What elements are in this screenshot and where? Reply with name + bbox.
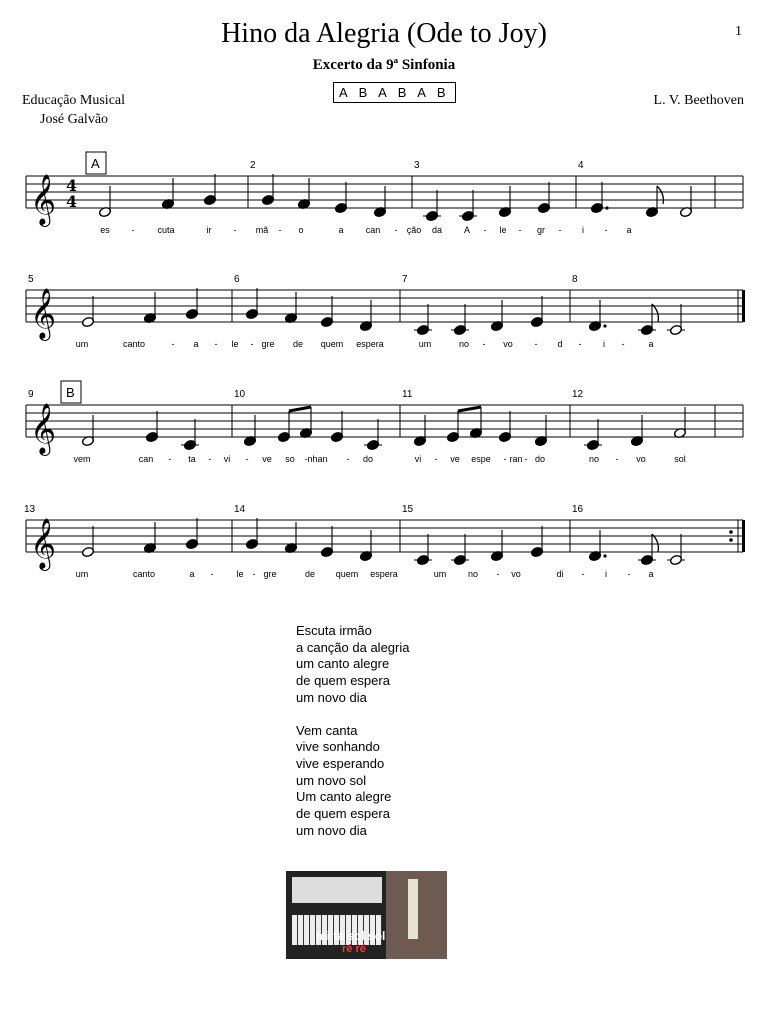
lyric-syllable: um bbox=[75, 339, 89, 349]
lyric-syllable: no bbox=[458, 339, 470, 349]
lyric-syllable: - bbox=[171, 339, 175, 349]
lyric-syllable: um bbox=[418, 339, 432, 349]
lyric-syllable: - bbox=[524, 454, 528, 464]
lyric-syllable: a bbox=[626, 225, 632, 235]
measure-number: 3 bbox=[414, 160, 420, 171]
lyric-line: de quem espera bbox=[296, 673, 390, 689]
lyric-line: vive sonhando bbox=[296, 739, 380, 755]
lyric-syllable: - bbox=[434, 454, 438, 464]
lyric-syllable: gre bbox=[263, 569, 277, 579]
lyric-syllable: - bbox=[346, 454, 350, 464]
treble-clef-icon: 𝄞 bbox=[30, 288, 57, 339]
measure-number: 12 bbox=[572, 389, 584, 400]
augmentation-dot bbox=[605, 206, 608, 209]
lyric-syllable: A bbox=[463, 225, 471, 235]
lyric-syllable: i bbox=[605, 569, 607, 579]
lyric-syllable: - bbox=[214, 339, 218, 349]
measure-number: 6 bbox=[234, 274, 240, 285]
measure-number: 16 bbox=[572, 504, 584, 515]
lyric-syllable: - bbox=[581, 569, 585, 579]
lyric-syllable: - bbox=[210, 569, 214, 579]
measure-number: 10 bbox=[234, 389, 246, 400]
rehearsal-mark: B bbox=[66, 385, 75, 400]
lyric-syllable: ve bbox=[450, 454, 460, 464]
lyric-syllable: vo bbox=[503, 339, 513, 349]
lyric-syllable: i bbox=[582, 225, 584, 235]
lyric-syllable: di bbox=[556, 569, 564, 579]
lyric-syllable: - bbox=[483, 225, 487, 235]
lyric-syllable: ve bbox=[262, 454, 272, 464]
repeat-dot bbox=[729, 538, 733, 542]
lyric-syllable: - bbox=[534, 339, 538, 349]
lyric-syllable: i bbox=[603, 339, 605, 349]
note-caption-top: mi fá sol sol bbox=[316, 929, 386, 943]
lyric-syllable: - bbox=[252, 569, 256, 579]
lyric-syllable: espera bbox=[370, 569, 398, 579]
lyric-syllable: um bbox=[75, 569, 89, 579]
lyric-syllable: da bbox=[431, 225, 443, 235]
lyric-syllable: gre bbox=[261, 339, 275, 349]
lyric-syllable: - bbox=[233, 225, 237, 235]
lyric-line: um novo sol bbox=[296, 772, 367, 788]
treble-clef-icon: 𝄞 bbox=[30, 174, 57, 225]
lyric-syllable: ran bbox=[509, 454, 523, 464]
rehearsal-mark: A bbox=[91, 156, 100, 171]
lyric-syllable: mã bbox=[255, 225, 269, 235]
repeat-dot bbox=[729, 530, 733, 534]
video-thumbnail[interactable] bbox=[286, 871, 447, 959]
lyric-syllable: de bbox=[292, 339, 304, 349]
lyric-syllable: ta bbox=[188, 454, 196, 464]
lyric-syllable: - bbox=[278, 225, 282, 235]
lyric-syllable: can bbox=[138, 454, 154, 464]
lyric-syllable: a bbox=[648, 569, 654, 579]
lyric-syllable: sol bbox=[674, 454, 686, 464]
lyric-syllable: do bbox=[362, 454, 374, 464]
lyric-syllable: - bbox=[131, 225, 135, 235]
measure-number: 9 bbox=[28, 389, 34, 400]
measure-number: 8 bbox=[572, 274, 578, 285]
lyrics-text bbox=[296, 623, 409, 855]
lyric-syllable: can bbox=[365, 225, 381, 235]
page-title: Hino da Alegria (Ode to Joy) bbox=[221, 18, 547, 49]
lyric-line: um canto alegre bbox=[296, 656, 390, 672]
lyric-syllable: le bbox=[236, 569, 244, 579]
lyric-syllable: - bbox=[168, 454, 172, 464]
note-beam bbox=[289, 407, 311, 411]
lyric-syllable: vo bbox=[636, 454, 646, 464]
note-caption-bottom: ré ré bbox=[342, 943, 366, 955]
lyric-syllable: vi bbox=[414, 454, 422, 464]
treble-clef-icon: 𝄞 bbox=[30, 403, 57, 454]
augmentation-dot bbox=[603, 554, 606, 557]
lyric-line: de quem espera bbox=[296, 806, 390, 822]
note-flag bbox=[652, 304, 658, 322]
lyric-syllable: vem bbox=[73, 454, 91, 464]
lyric-syllable: a bbox=[189, 569, 195, 579]
lyric-syllable: - bbox=[496, 569, 500, 579]
composer-label: L. V. Beethoven bbox=[653, 93, 744, 108]
measure-number: 5 bbox=[28, 274, 34, 285]
lyric-syllable: no bbox=[467, 569, 479, 579]
stanza-1 bbox=[296, 623, 409, 707]
lyric-syllable: a bbox=[338, 225, 344, 235]
lyric-line: a canção da alegria bbox=[296, 639, 410, 655]
lyric-syllable: vo bbox=[511, 569, 521, 579]
lyric-syllable: um bbox=[433, 569, 447, 579]
augmentation-dot bbox=[603, 324, 606, 327]
lyric-syllable: - bbox=[578, 339, 582, 349]
lyric-syllable: - bbox=[558, 225, 562, 235]
note-beam bbox=[458, 407, 481, 411]
lyric-syllable: - bbox=[518, 225, 522, 235]
measure-number: 11 bbox=[402, 389, 413, 400]
sheet-preview bbox=[292, 877, 382, 903]
stanza-2 bbox=[296, 723, 409, 840]
lyric-syllable: - bbox=[604, 225, 608, 235]
lyric-syllable: o bbox=[298, 225, 304, 235]
time-signature-top: 4 bbox=[66, 176, 78, 195]
lyric-line: vive esperando bbox=[296, 755, 385, 771]
lyric-syllable: quem bbox=[320, 339, 344, 349]
measure-number: 13 bbox=[24, 504, 36, 515]
lyric-syllable: - bbox=[208, 454, 212, 464]
measure-number: 15 bbox=[402, 504, 414, 515]
lyric-syllable: ir bbox=[206, 225, 212, 235]
lyric-syllable: ção bbox=[406, 225, 422, 235]
time-signature-bottom: 4 bbox=[66, 192, 78, 211]
lyric-line: Um canto alegre bbox=[296, 789, 392, 805]
lyric-syllable: - bbox=[627, 569, 631, 579]
lyric-syllable: - bbox=[615, 454, 619, 464]
final-barline bbox=[742, 520, 745, 552]
lyric-syllable: quem bbox=[335, 569, 359, 579]
lyric-syllable: vi bbox=[223, 454, 231, 464]
subject-label: Educação Musical bbox=[22, 93, 126, 108]
author-label: José Galvão bbox=[40, 112, 109, 127]
lyric-syllable: no bbox=[588, 454, 600, 464]
lyric-syllable: canto bbox=[122, 339, 146, 349]
lyric-syllable: es bbox=[100, 225, 110, 235]
lyric-syllable: - bbox=[250, 339, 254, 349]
page-subtitle: Excerto da 9ª Sinfonia bbox=[312, 57, 456, 73]
lyric-syllable: a bbox=[193, 339, 199, 349]
lyric-syllable: - bbox=[245, 454, 249, 464]
lyric-syllable: espera bbox=[356, 339, 384, 349]
lyric-syllable: le bbox=[231, 339, 239, 349]
lyric-syllable: so bbox=[285, 454, 295, 464]
lyric-syllable: -nhan bbox=[304, 454, 328, 464]
final-barline bbox=[742, 290, 745, 322]
lyric-syllable: - bbox=[394, 225, 398, 235]
treble-clef-icon: 𝄞 bbox=[30, 518, 57, 569]
lyric-line: Vem canta bbox=[296, 722, 358, 738]
lyric-syllable: de bbox=[304, 569, 316, 579]
lyric-syllable: le bbox=[499, 225, 507, 235]
form-box: A B A B A B bbox=[333, 82, 456, 103]
lyric-syllable: d bbox=[557, 339, 563, 349]
measure-number: 14 bbox=[234, 504, 246, 515]
lyric-syllable: espe bbox=[471, 454, 491, 464]
lyric-syllable: canto bbox=[132, 569, 156, 579]
lyric-syllable: gr bbox=[536, 225, 546, 235]
lyric-line: um novo dia bbox=[296, 689, 367, 705]
lyric-syllable: - bbox=[482, 339, 486, 349]
lyric-syllable: a bbox=[648, 339, 654, 349]
note-flag bbox=[657, 186, 663, 204]
lyric-line: Escuta irmão bbox=[296, 623, 372, 638]
measure-number: 7 bbox=[402, 274, 408, 285]
lyric-line: um novo dia bbox=[296, 822, 367, 838]
lyric-syllable: - bbox=[621, 339, 625, 349]
measure-number: 2 bbox=[250, 160, 256, 171]
recorder-image bbox=[408, 879, 418, 939]
measure-number: 4 bbox=[578, 160, 584, 171]
lyric-syllable: - bbox=[503, 454, 507, 464]
lyric-syllable: do bbox=[534, 454, 546, 464]
note-flag bbox=[652, 534, 658, 552]
page-number: 1 bbox=[735, 24, 742, 39]
lyric-syllable: cuta bbox=[157, 225, 175, 235]
